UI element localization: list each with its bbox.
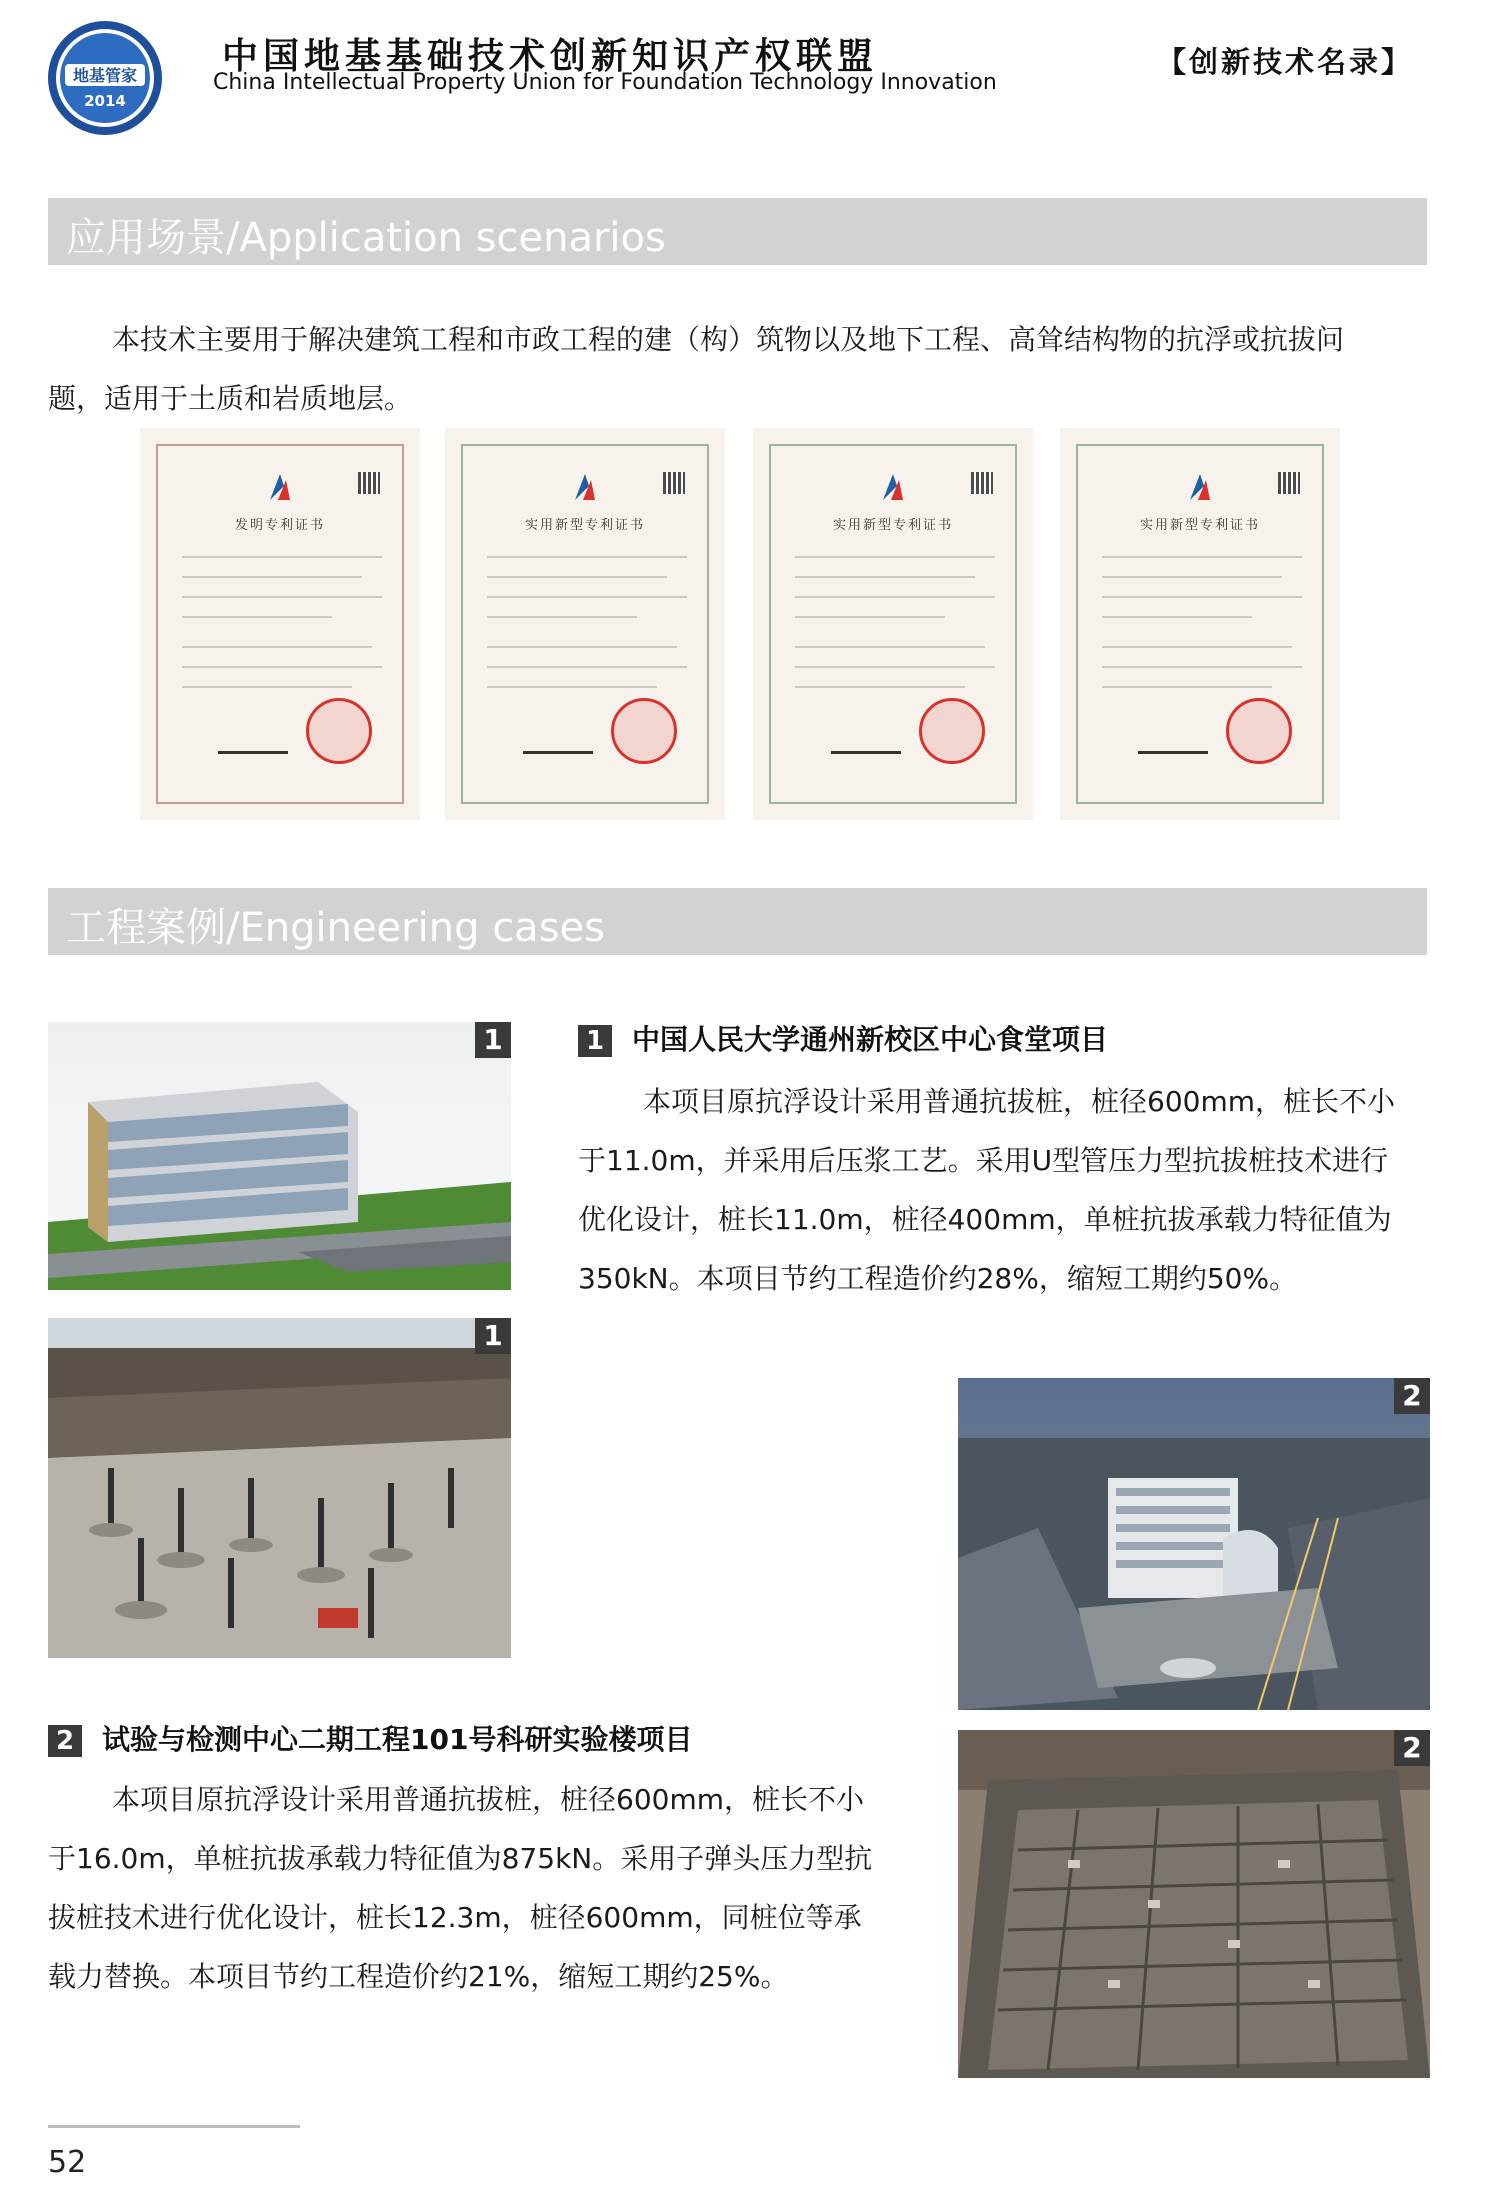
case2-line-1: 本项目原抗浮设计采用普通抗拔桩，桩径600mm，桩长不小 xyxy=(112,1783,864,1816)
signature xyxy=(831,733,901,754)
logo-text: 地基管家 xyxy=(72,66,138,85)
application-section-bar xyxy=(48,198,1427,265)
case2-foundation-pit-photo xyxy=(958,1730,1430,2078)
qr-code-icon xyxy=(358,472,380,494)
signature xyxy=(1138,733,1208,754)
application-heading: 应用场景/Application scenarios xyxy=(66,215,666,261)
case1-line-4: 350kN。本项目节约工程造价约28%，缩短工期约50%。 xyxy=(578,1262,1298,1295)
patent-certificate-2 xyxy=(445,428,725,820)
certificate-title: 实用新型专利证书 xyxy=(832,518,953,533)
patent-certificate-1 xyxy=(140,428,420,820)
case1-site-photo xyxy=(48,1318,511,1658)
org-name-en: China Intellectual Property Union for Foundation Technology Innovation xyxy=(213,70,997,95)
patent-certificate-3 xyxy=(753,428,1033,820)
case2-line-2: 于16.0m，单桩抗拔承载力特征值为875kN。采用子弹头压力型抗 xyxy=(48,1842,873,1875)
case1-line-1: 本项目原抗浮设计采用普通抗拔桩，桩径600mm，桩长不小 xyxy=(643,1085,1395,1118)
case1-rendering-image xyxy=(48,1022,511,1290)
official-seal-icon xyxy=(306,698,372,764)
catalog-tag: 【创新技术名录】 xyxy=(1156,45,1413,79)
case2-title-row xyxy=(48,1718,692,1758)
image-number-badge: 2 xyxy=(1394,1730,1430,1766)
engineering-heading: 工程案例/Engineering cases xyxy=(66,905,605,951)
org-name-cn: 中国地基基础技术创新知识产权联盟 xyxy=(222,35,879,77)
patent-certificate-4 xyxy=(1060,428,1340,820)
cnipa-emblem-icon xyxy=(569,472,601,502)
certificate-title: 实用新型专利证书 xyxy=(1139,518,1260,533)
official-seal-icon xyxy=(611,698,677,764)
alliance-logo xyxy=(45,18,165,138)
case2-title: 试验与检测中心二期工程101号科研实验楼项目 xyxy=(102,1723,693,1756)
qr-code-icon xyxy=(663,472,685,494)
footer-rule xyxy=(48,2125,300,2128)
signature xyxy=(523,733,593,754)
qr-code-icon xyxy=(971,472,993,494)
image-number-badge: 1 xyxy=(475,1022,511,1058)
cnipa-emblem-icon xyxy=(1184,472,1216,502)
cnipa-emblem-icon xyxy=(264,472,296,502)
image-number-badge: 1 xyxy=(475,1318,511,1354)
official-seal-icon xyxy=(919,698,985,764)
application-line-1: 本技术主要用于解决建筑工程和市政工程的建（构）筑物以及地下工程、高耸结构物的抗浮或抗拔问 xyxy=(112,323,1345,356)
logo-year: 2014 xyxy=(84,92,126,110)
image-number-badge: 2 xyxy=(1394,1378,1430,1414)
engineering-section-bar xyxy=(48,888,1427,955)
signature xyxy=(218,733,288,754)
cnipa-emblem-icon xyxy=(877,472,909,502)
case1-title: 中国人民大学通州新校区中心食堂项目 xyxy=(632,1023,1109,1056)
case2-line-4: 载力替换。本项目节约工程造价约21%，缩短工期约25%。 xyxy=(48,1960,789,1993)
case1-line-2: 于11.0m，并采用后压浆工艺。采用U型管压力型抗拔桩技术进行 xyxy=(578,1144,1389,1177)
certificate-title: 实用新型专利证书 xyxy=(524,518,645,533)
application-line-2: 题，适用于土质和岩质地层。 xyxy=(48,382,413,415)
case2-number: 2 xyxy=(48,1725,82,1757)
case1-title-row xyxy=(578,1018,1108,1058)
official-seal-icon xyxy=(1226,698,1292,764)
certificate-title: 发明专利证书 xyxy=(234,518,325,533)
case2-aerial-rendering xyxy=(958,1378,1430,1710)
qr-code-icon xyxy=(1278,472,1300,494)
case2-line-3: 拔桩技术进行优化设计，桩长12.3m，桩径600mm，同桩位等承 xyxy=(48,1901,862,1934)
case1-line-3: 优化设计，桩长11.0m，桩径400mm，单桩抗拔承载力特征值为 xyxy=(578,1203,1392,1236)
page-number: 52 xyxy=(48,2145,87,2180)
case1-number: 1 xyxy=(578,1025,612,1057)
